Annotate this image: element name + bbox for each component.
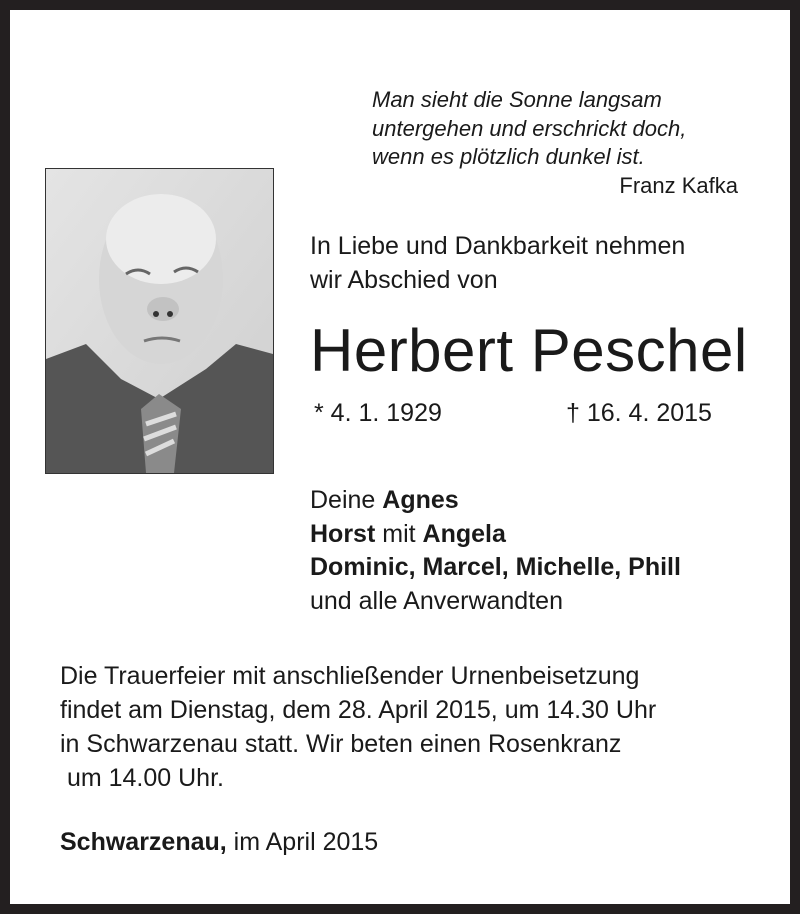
mourner-name: Horst	[310, 519, 376, 548]
birth-date: * 4. 1. 1929	[314, 399, 442, 427]
mourner-line: Deine Agnes	[310, 486, 459, 514]
service-line: Die Trauerfeier mit anschließender Urnenbeisetzung	[60, 662, 640, 690]
quote-line: wenn es plötzlich dunkel ist.	[372, 144, 645, 169]
portrait-photo	[45, 168, 274, 474]
mourner-line: Dominic, Marcel, Michelle, Phill	[310, 553, 681, 581]
mourner-name: Agnes	[382, 486, 459, 514]
kafka-quote	[372, 86, 686, 172]
service-line: in Schwarzenau statt. Wir beten einen Rosenkranz	[60, 730, 622, 758]
quote-author: Franz Kafka	[619, 173, 738, 198]
mourner-line: Horst mit Angela	[310, 519, 506, 548]
mourners-list	[310, 484, 681, 618]
intro-text	[310, 229, 685, 297]
intro-line: wir Abschied von	[310, 266, 498, 294]
quote-line: untergehen und erschrickt doch,	[372, 115, 687, 141]
quote-line: Man sieht die Sonne langsam	[372, 87, 662, 112]
death-date: † 16. 4. 2015	[566, 399, 712, 427]
place-and-date: Schwarzenau, im April 2015	[60, 828, 379, 856]
service-line: findet am Dienstag, dem 28. April 2015, um 14.30 Uhr	[60, 696, 657, 724]
service-line: um 14.00 Uhr.	[60, 764, 224, 792]
mourner-line: und alle Anverwandten	[310, 586, 563, 615]
intro-line: In Liebe und Dankbarkeit nehmen	[310, 232, 686, 260]
deceased-name: Herbert Peschel	[310, 317, 748, 384]
funeral-service-info	[60, 659, 656, 795]
mourner-name: Angela	[422, 519, 506, 548]
